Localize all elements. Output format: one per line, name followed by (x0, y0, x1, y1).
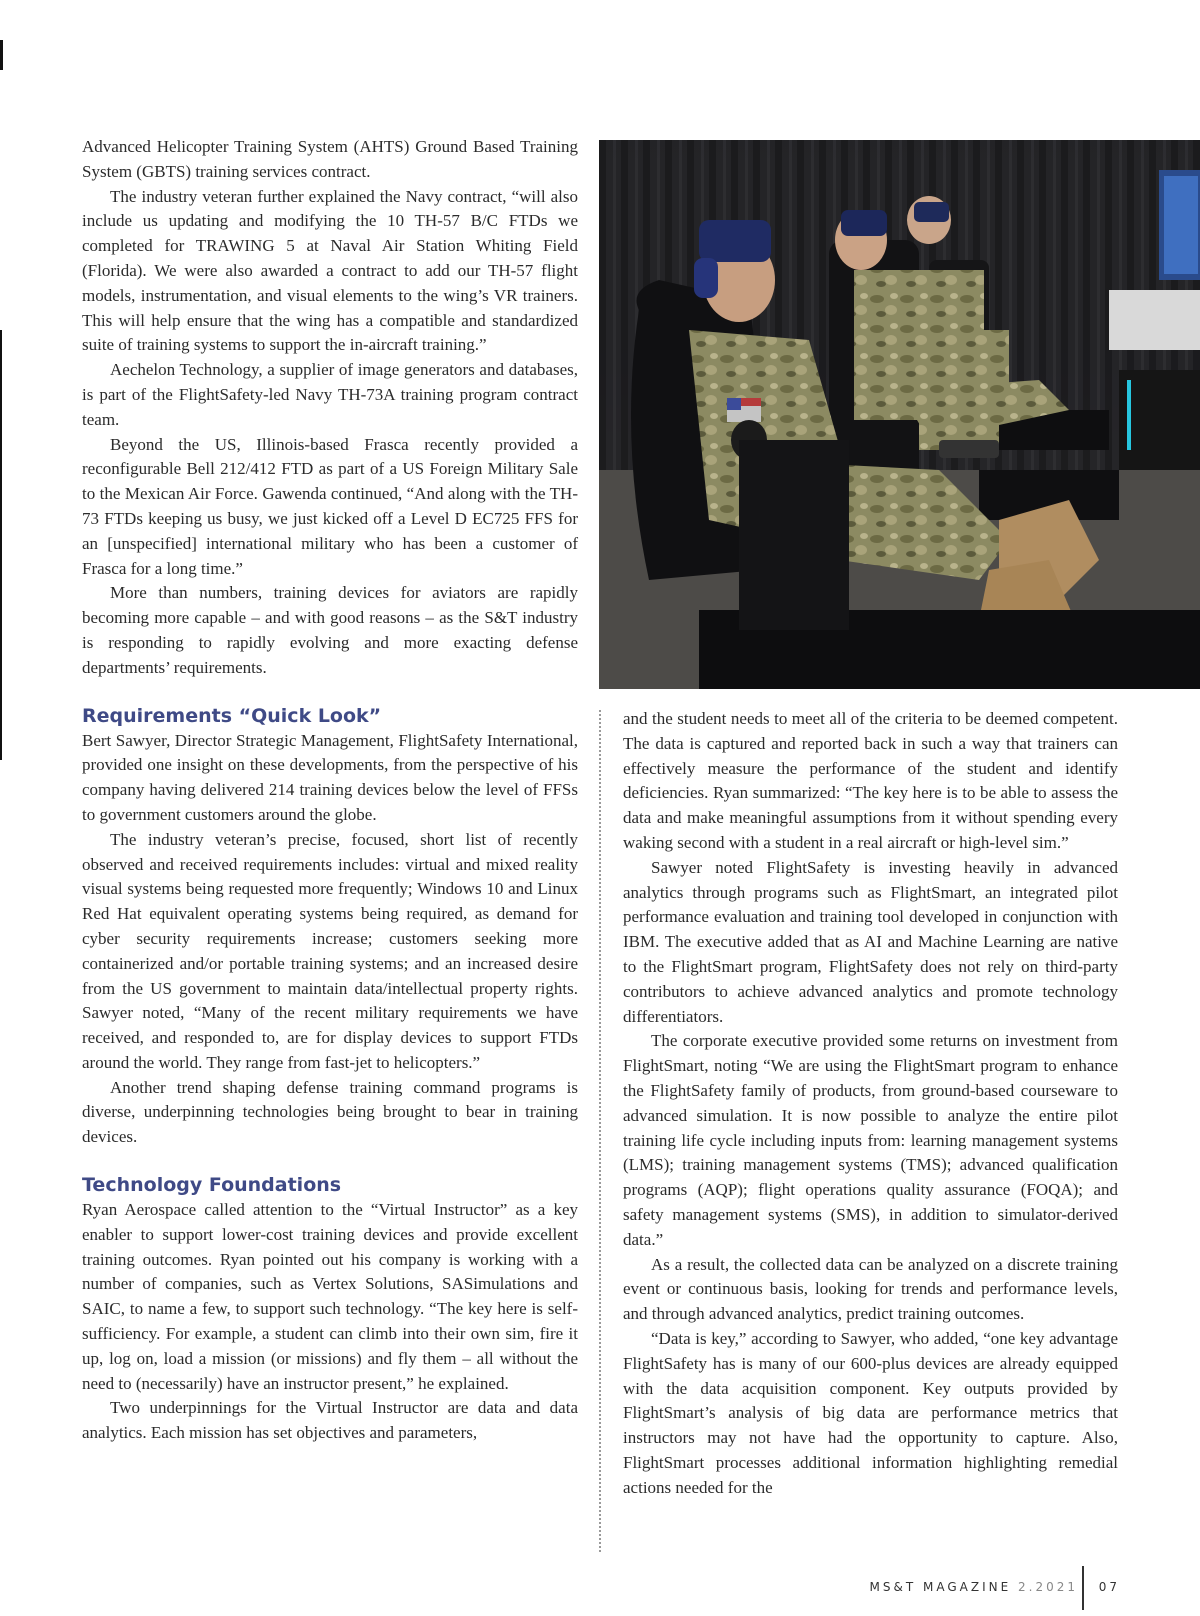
left-column (82, 135, 578, 1446)
body-paragraph: Another trend shaping defense training command programs is diverse, underpinning technologies being brought to bear in training devices. (82, 1077, 578, 1147)
footer-magazine (870, 1580, 1078, 1594)
body-paragraph: As a result, the collected data can be analyzed on a discrete training event or continuous basis, looking for trends and performance levels, and through advanced analytics, predict training outcomes. (623, 1254, 1118, 1324)
page-number: 07 (1098, 1580, 1120, 1594)
body-paragraph: The corporate executive provided some returns on investment from FlightSmart, noting “We are using the FlightSmart program to enhance the FlightSafety family of products, from ground-based courseware to advanced simulation. It is now possible to analyze the entire pilot training life cycle including inputs from: learning management systems (LMS); training management systems (TMS); advanced qualification programs (AQP); flight operations quality assurance (FOQA); and safety management systems (SMS), in addition to simulator-derived data.” (623, 1031, 1118, 1249)
body-paragraph: Two underpinnings for the Virtual Instructor are data and data analytics. Each mission has set objectives and parameters, (82, 1398, 578, 1443)
body-paragraph: The industry veteran further explained the Navy contract, “will also include us updating and modifying the 10 TH-57 B/C FTDs we completed for TRAWING 5 at Naval Air Station Whiting Field (Florida). We were also awarded a contract to add our TH-57 flight models, instrumentation, and visual elements to the wing’s VR trainers. This will help ensure that the wing has a compatible and standardized suite of training systems to support the in-aircraft training.” (82, 186, 578, 355)
column-divider (599, 710, 601, 1552)
body-paragraph: and the student needs to meet all of the criteria to be deemed competent. The data is captured and reported back in such a way that trainers can effectively measure the performance of the student and identify deficiencies. Ryan summarized: “The key here is to be able to assess the data and make meaningful assumptions from it without spending every waking second with a student in a real aircraft or high-level sim.” (623, 709, 1118, 852)
section-heading-technology: Technology Foundations (82, 1174, 342, 1197)
issue-number: 2.2021 (1018, 1580, 1078, 1594)
body-paragraph: Advanced Helicopter Training System (AHTS) Ground Based Training System (GBTS) training services contract. (82, 137, 578, 181)
photo-illustration (599, 140, 1200, 689)
body-paragraph: Ryan Aerospace called attention to the “Virtual Instructor” as a key enabler to support lower-cost training devices and provide excellent training outcomes. Ryan pointed out his company is working with a number of companies, such as Vertex Solutions, SASimulations and SAIC, to name a few, to support such technology. “The key here is self-sufficiency. For example, a student can climb into their own sim, fire it up, log on, load a mission (or missions) and fly them – all without the need to (necessarily) have an instructor present,” he explained. (82, 1200, 578, 1393)
page-footer (840, 1570, 1200, 1600)
body-paragraph: The industry veteran’s precise, focused, short list of recently observed and received requirements includes: virtual and mixed reality visual systems being requested more frequently; Windows 10 and Linux Red Hat equivalent operating systems being required, as demand for cyber security requirements increase; customers seeking more containerized and/or portable training systems; and an increased desire from the US government to maintain data/intellectual property rights. Sawyer noted, “Many of the recent military requirements we have received, and responded to, are for display devices to support FTDs around the world. They range from fast-jet to helicopters.” (82, 829, 578, 1072)
body-paragraph: “Data is key,” according to Sawyer, who added, “one key advantage FlightSafety has is many of our 600-plus devices are already equipped with the data acquisition component. Key outputs provided by FlightSmart’s analysis of big data are performance metrics that instructors may not have had the opportunity to capture. Also, FlightSmart processes additional information highlighting remedial actions needed for the (623, 1328, 1118, 1497)
page-edge-mark (0, 330, 2, 760)
magazine-name: MS&T MAGAZINE (869, 1580, 1012, 1594)
body-paragraph: Bert Sawyer, Director Strategic Management, FlightSafety International, provided one insight on these developments, from the perspective of his company having delivered 214 training devices below the level of FFSs to government customers around the globe. (82, 730, 578, 824)
page-edge-mark (0, 40, 3, 70)
footer-rule (1082, 1566, 1084, 1610)
section-heading-requirements: Requirements “Quick Look” (82, 704, 382, 727)
body-paragraph: Sawyer noted FlightSafety is investing heavily in advanced analytics through programs such as FlightSmart, an integrated pilot performance evaluation and training tool developed in conjunction with IBM. The executive added that as AI and Machine Learning are native to the FlightSmart program, FlightSafety does not rely on third-party contributors to achieve advanced analytics and promote technology differentiators. (623, 857, 1118, 1026)
body-paragraph: Beyond the US, Illinois-based Frasca recently provided a reconfigurable Bell 212/412 FTD as part of a US Foreign Military Sale to the Mexican Air Force. Gawenda continued, “And along with the TH-73 FTDs keeping us busy, we just kicked off a Level D EC725 FFS for an [unspecified] international military who has been a customer of Frasca for a long time.” (82, 434, 578, 578)
right-column (623, 707, 1118, 1501)
body-paragraph: Aechelon Technology, a supplier of image generators and databases, is part of the FlightSafety-led Navy TH-73A training program contract team. (82, 360, 578, 429)
body-paragraph: More than numbers, training devices for aviators are rapidly becoming more capable – and with good reasons – as the S&T industry is responding to rapidly evolving and more exacting defense departments’ requirements. (82, 583, 578, 677)
vr-training-photo (599, 140, 1200, 689)
